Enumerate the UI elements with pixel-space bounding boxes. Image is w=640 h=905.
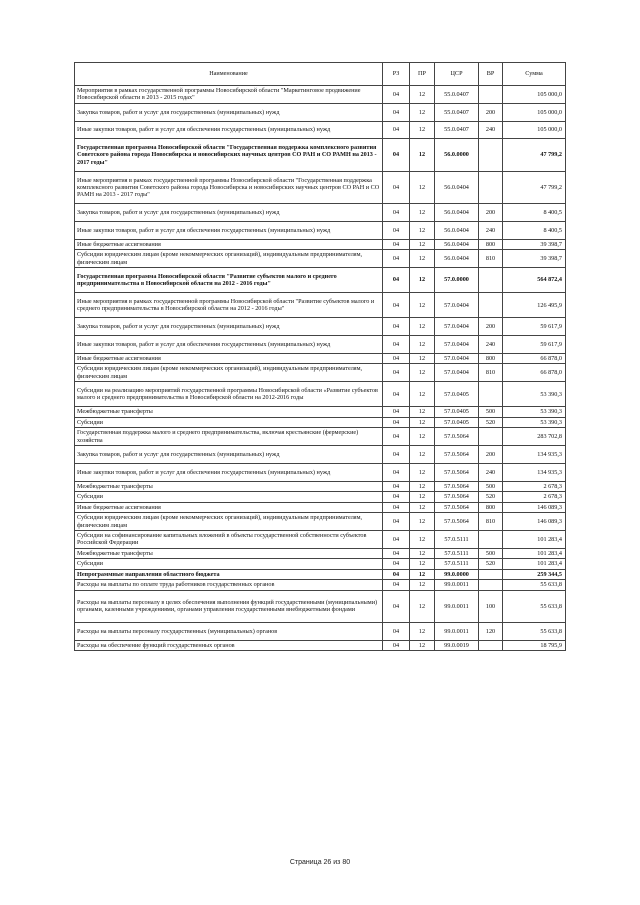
cell-vr: 800 bbox=[479, 353, 503, 364]
cell-pr: 12 bbox=[410, 239, 435, 250]
cell-rz: 04 bbox=[383, 268, 410, 293]
table-row bbox=[75, 446, 566, 464]
cell-sum: 105 000,0 bbox=[503, 103, 566, 121]
cell-pr: 12 bbox=[410, 121, 435, 139]
table-row bbox=[75, 407, 566, 418]
table-row bbox=[75, 250, 566, 268]
cell-name: Субсидии bbox=[75, 417, 383, 428]
page-number: Страница 26 из 80 bbox=[289, 859, 351, 866]
cell-rz: 04 bbox=[383, 86, 410, 104]
cell-csr: 56.0.0404 bbox=[435, 239, 479, 250]
cell-rz: 04 bbox=[383, 513, 410, 531]
cell-rz: 04 bbox=[383, 502, 410, 513]
cell-rz: 04 bbox=[383, 463, 410, 481]
cell-sum: 101 283,4 bbox=[503, 530, 566, 548]
table-row bbox=[75, 569, 566, 580]
cell-csr: 57.0.5064 bbox=[435, 513, 479, 531]
cell-pr: 12 bbox=[410, 463, 435, 481]
cell-vr: 500 bbox=[479, 548, 503, 559]
cell-sum: 564 872,4 bbox=[503, 268, 566, 293]
table-row bbox=[75, 640, 566, 651]
cell-name: Субсидии юридическим лицам (кроме некоммерческих организаций), индивидуальным предпринимателям, физическим лицам bbox=[75, 364, 383, 382]
table-row bbox=[75, 86, 566, 104]
cell-rz: 04 bbox=[383, 382, 410, 407]
cell-csr: 57.0.5111 bbox=[435, 548, 479, 559]
table-row bbox=[75, 139, 566, 171]
table-row bbox=[75, 580, 566, 591]
cell-vr: 120 bbox=[479, 623, 503, 641]
cell-rz: 04 bbox=[383, 417, 410, 428]
cell-pr: 12 bbox=[410, 446, 435, 464]
table-row bbox=[75, 548, 566, 559]
table-row bbox=[75, 221, 566, 239]
cell-vr: 810 bbox=[479, 364, 503, 382]
cell-vr bbox=[479, 580, 503, 591]
cell-name: Иные мероприятия в рамках государственной программы Новосибирской области "Развитие субъектов малого и среднего предпринимательства в Новосибирской области на 2012 - 2016 годы" bbox=[75, 293, 383, 318]
cell-rz: 04 bbox=[383, 204, 410, 222]
cell-csr: 55.0.0407 bbox=[435, 121, 479, 139]
cell-pr: 12 bbox=[410, 204, 435, 222]
cell-name: Иные закупки товаров, работ и услуг для обеспечения государственных (муниципальных) нужд bbox=[75, 221, 383, 239]
cell-name: Иные мероприятия в рамках государственной программы Новосибирской области "Государственная поддержка комплексного развития Советского района города Новосибирска и новосибирских научных центров СО РАН и СО РАМН на 2013 - 2017 годы" bbox=[75, 171, 383, 203]
cell-csr: 57.0.0404 bbox=[435, 336, 479, 354]
cell-rz: 04 bbox=[383, 336, 410, 354]
cell-pr: 12 bbox=[410, 336, 435, 354]
cell-csr: 57.0.0405 bbox=[435, 417, 479, 428]
cell-name: Расходы на выплаты персоналу в целях обеспечения выполнения функций государственными (муниципальными) органами, казенными учреждениями, органами управления государственными внебюджетными фондами bbox=[75, 590, 383, 622]
table-row bbox=[75, 103, 566, 121]
cell-rz: 04 bbox=[383, 221, 410, 239]
table-row bbox=[75, 336, 566, 354]
cell-pr: 12 bbox=[410, 382, 435, 407]
cell-vr: 240 bbox=[479, 221, 503, 239]
header-pr: ПР bbox=[410, 63, 435, 86]
cell-vr: 200 bbox=[479, 318, 503, 336]
cell-name: Иные закупки товаров, работ и услуг для обеспечения государственных (муниципальных) нужд bbox=[75, 463, 383, 481]
cell-pr: 12 bbox=[410, 268, 435, 293]
cell-csr: 99.0.0000 bbox=[435, 569, 479, 580]
cell-name: Субсидии юридическим лицам (кроме некоммерческих организаций), индивидуальным предпринимателям, физическим лицам bbox=[75, 250, 383, 268]
cell-sum: 283 702,8 bbox=[503, 428, 566, 446]
cell-sum: 39 398,7 bbox=[503, 239, 566, 250]
cell-pr: 12 bbox=[410, 640, 435, 651]
cell-pr: 12 bbox=[410, 353, 435, 364]
cell-name: Субсидии на реализацию мероприятий государственной программы Новосибирской области «Развитие субъектов малого и среднего предпринимательства в Новосибирской области на 2012-2016 годы bbox=[75, 382, 383, 407]
cell-rz: 04 bbox=[383, 139, 410, 171]
cell-pr: 12 bbox=[410, 428, 435, 446]
table-header-row bbox=[75, 63, 566, 86]
cell-rz: 04 bbox=[383, 353, 410, 364]
cell-name: Расходы на выплаты по оплате труда работников государственных органов bbox=[75, 580, 383, 591]
table-row bbox=[75, 268, 566, 293]
cell-sum: 101 283,4 bbox=[503, 548, 566, 559]
cell-sum: 53 390,3 bbox=[503, 407, 566, 418]
cell-pr: 12 bbox=[410, 481, 435, 492]
cell-sum: 53 390,3 bbox=[503, 417, 566, 428]
cell-pr: 12 bbox=[410, 513, 435, 531]
cell-csr: 57.0.0404 bbox=[435, 364, 479, 382]
cell-rz: 04 bbox=[383, 548, 410, 559]
table-row bbox=[75, 492, 566, 503]
cell-sum: 134 935,3 bbox=[503, 446, 566, 464]
cell-vr: 800 bbox=[479, 502, 503, 513]
cell-csr: 57.0.0405 bbox=[435, 382, 479, 407]
cell-name: Иные закупки товаров, работ и услуг для обеспечения государственных (муниципальных) нужд bbox=[75, 336, 383, 354]
cell-rz: 04 bbox=[383, 428, 410, 446]
cell-pr: 12 bbox=[410, 407, 435, 418]
cell-name: Иные бюджетные ассигнования bbox=[75, 239, 383, 250]
header-name: Наименование bbox=[75, 63, 383, 86]
cell-name: Субсидии bbox=[75, 559, 383, 570]
cell-csr: 57.0.5064 bbox=[435, 502, 479, 513]
cell-pr: 12 bbox=[410, 221, 435, 239]
cell-pr: 12 bbox=[410, 171, 435, 203]
cell-vr bbox=[479, 171, 503, 203]
cell-name: Расходы на обеспечение функций государственных органов bbox=[75, 640, 383, 651]
cell-vr bbox=[479, 569, 503, 580]
cell-sum: 55 633,8 bbox=[503, 580, 566, 591]
cell-csr: 99.0.0019 bbox=[435, 640, 479, 651]
cell-pr: 12 bbox=[410, 318, 435, 336]
cell-sum: 55 633,8 bbox=[503, 623, 566, 641]
cell-sum: 2 678,3 bbox=[503, 492, 566, 503]
table-row bbox=[75, 121, 566, 139]
table-row bbox=[75, 513, 566, 531]
cell-rz: 04 bbox=[383, 171, 410, 203]
cell-csr: 56.0.0404 bbox=[435, 250, 479, 268]
cell-sum: 101 283,4 bbox=[503, 559, 566, 570]
cell-vr: 200 bbox=[479, 204, 503, 222]
cell-pr: 12 bbox=[410, 502, 435, 513]
cell-csr: 99.0.0011 bbox=[435, 590, 479, 622]
cell-sum: 47 799,2 bbox=[503, 171, 566, 203]
cell-vr bbox=[479, 293, 503, 318]
cell-csr: 57.0.5064 bbox=[435, 446, 479, 464]
cell-sum: 59 617,9 bbox=[503, 336, 566, 354]
cell-vr bbox=[479, 86, 503, 104]
cell-rz: 04 bbox=[383, 121, 410, 139]
cell-name: Межбюджетные трансферты bbox=[75, 481, 383, 492]
cell-pr: 12 bbox=[410, 580, 435, 591]
cell-name: Иные бюджетные ассигнования bbox=[75, 353, 383, 364]
cell-name: Иные закупки товаров, работ и услуг для обеспечения государственных (муниципальных) нужд bbox=[75, 121, 383, 139]
cell-csr: 57.0.5111 bbox=[435, 559, 479, 570]
cell-vr: 240 bbox=[479, 463, 503, 481]
cell-vr: 810 bbox=[479, 250, 503, 268]
table-row bbox=[75, 239, 566, 250]
cell-vr bbox=[479, 428, 503, 446]
cell-csr: 57.0.0405 bbox=[435, 407, 479, 418]
header-csr: ЦСР bbox=[435, 63, 479, 86]
cell-sum: 146 089,3 bbox=[503, 502, 566, 513]
cell-vr: 200 bbox=[479, 103, 503, 121]
cell-pr: 12 bbox=[410, 623, 435, 641]
cell-rz: 04 bbox=[383, 407, 410, 418]
cell-name: Субсидии юридическим лицам (кроме некоммерческих организаций), индивидуальным предпринимателям, физическим лицам bbox=[75, 513, 383, 531]
cell-sum: 66 878,0 bbox=[503, 353, 566, 364]
cell-vr: 810 bbox=[479, 513, 503, 531]
cell-rz: 04 bbox=[383, 580, 410, 591]
cell-vr: 520 bbox=[479, 417, 503, 428]
cell-name: Закупка товаров, работ и услуг для государственных (муниципальных) нужд bbox=[75, 318, 383, 336]
table-row bbox=[75, 318, 566, 336]
cell-rz: 04 bbox=[383, 569, 410, 580]
cell-vr: 500 bbox=[479, 407, 503, 418]
cell-rz: 04 bbox=[383, 250, 410, 268]
cell-name: Иные бюджетные ассигнования bbox=[75, 502, 383, 513]
cell-name: Закупка товаров, работ и услуг для государственных (муниципальных) нужд bbox=[75, 446, 383, 464]
cell-name: Межбюджетные трансферты bbox=[75, 407, 383, 418]
cell-sum: 146 089,3 bbox=[503, 513, 566, 531]
cell-csr: 57.0.0404 bbox=[435, 293, 479, 318]
cell-name: Субсидии на софинансирование капитальных вложений в объекты государственной собственности субъектов Российской Федерации bbox=[75, 530, 383, 548]
table-row bbox=[75, 623, 566, 641]
cell-csr: 57.0.0404 bbox=[435, 353, 479, 364]
cell-rz: 04 bbox=[383, 530, 410, 548]
cell-rz: 04 bbox=[383, 239, 410, 250]
cell-vr: 240 bbox=[479, 336, 503, 354]
cell-csr: 57.0.5064 bbox=[435, 492, 479, 503]
cell-pr: 12 bbox=[410, 139, 435, 171]
cell-name: Межбюджетные трансферты bbox=[75, 548, 383, 559]
cell-csr: 57.0.5064 bbox=[435, 428, 479, 446]
cell-csr: 99.0.0011 bbox=[435, 580, 479, 591]
cell-csr: 56.0.0404 bbox=[435, 204, 479, 222]
cell-vr: 500 bbox=[479, 481, 503, 492]
cell-rz: 04 bbox=[383, 364, 410, 382]
cell-sum: 39 398,7 bbox=[503, 250, 566, 268]
cell-rz: 04 bbox=[383, 293, 410, 318]
cell-vr: 200 bbox=[479, 446, 503, 464]
cell-sum: 8 400,5 bbox=[503, 204, 566, 222]
table-row bbox=[75, 204, 566, 222]
table-row bbox=[75, 382, 566, 407]
table-row bbox=[75, 353, 566, 364]
cell-name: Государственная программа Новосибирской области "Развитие субъектов малого и среднего предпринимательства в Новосибирской области на 2012 - 2016 годы" bbox=[75, 268, 383, 293]
table-row bbox=[75, 428, 566, 446]
cell-name: Государственная поддержка малого и среднего предпринимательства, включая крестьянские (фермерские) хозяйства bbox=[75, 428, 383, 446]
table-body bbox=[75, 86, 566, 651]
cell-csr: 57.0.5064 bbox=[435, 463, 479, 481]
cell-csr: 57.0.0000 bbox=[435, 268, 479, 293]
cell-pr: 12 bbox=[410, 559, 435, 570]
cell-csr: 99.0.0011 bbox=[435, 623, 479, 641]
table-row bbox=[75, 502, 566, 513]
cell-sum: 59 617,9 bbox=[503, 318, 566, 336]
cell-sum: 8 400,5 bbox=[503, 221, 566, 239]
cell-rz: 04 bbox=[383, 446, 410, 464]
cell-name: Мероприятия в рамках государственной программы Новосибирской области "Маркетинговое продвижение Новосибирской области в 2013 - 2015 годах" bbox=[75, 86, 383, 104]
cell-sum: 2 678,3 bbox=[503, 481, 566, 492]
cell-csr: 55.0.0407 bbox=[435, 103, 479, 121]
table-row bbox=[75, 417, 566, 428]
cell-csr: 57.0.5111 bbox=[435, 530, 479, 548]
cell-pr: 12 bbox=[410, 530, 435, 548]
cell-name: Непрограммные направления областного бюджета bbox=[75, 569, 383, 580]
cell-csr: 55.0.0407 bbox=[435, 86, 479, 104]
cell-vr: 240 bbox=[479, 121, 503, 139]
cell-pr: 12 bbox=[410, 417, 435, 428]
cell-pr: 12 bbox=[410, 250, 435, 268]
header-sum: Сумма bbox=[503, 63, 566, 86]
cell-csr: 57.0.0404 bbox=[435, 318, 479, 336]
cell-sum: 18 795,9 bbox=[503, 640, 566, 651]
table-row bbox=[75, 590, 566, 622]
cell-rz: 04 bbox=[383, 590, 410, 622]
cell-sum: 66 878,0 bbox=[503, 364, 566, 382]
cell-vr: 520 bbox=[479, 559, 503, 570]
budget-table bbox=[74, 62, 566, 651]
cell-rz: 04 bbox=[383, 492, 410, 503]
table-row bbox=[75, 364, 566, 382]
cell-rz: 04 bbox=[383, 481, 410, 492]
header-vr: ВР bbox=[479, 63, 503, 86]
cell-sum: 259 344,5 bbox=[503, 569, 566, 580]
cell-vr: 100 bbox=[479, 590, 503, 622]
cell-csr: 56.0.0404 bbox=[435, 221, 479, 239]
cell-rz: 04 bbox=[383, 318, 410, 336]
cell-vr bbox=[479, 139, 503, 171]
table-row bbox=[75, 559, 566, 570]
cell-csr: 57.0.5064 bbox=[435, 481, 479, 492]
cell-sum: 55 633,8 bbox=[503, 590, 566, 622]
cell-pr: 12 bbox=[410, 364, 435, 382]
cell-pr: 12 bbox=[410, 569, 435, 580]
cell-pr: 12 bbox=[410, 103, 435, 121]
table-row bbox=[75, 530, 566, 548]
table-row bbox=[75, 171, 566, 203]
cell-vr bbox=[479, 640, 503, 651]
cell-name: Субсидии bbox=[75, 492, 383, 503]
cell-rz: 04 bbox=[383, 559, 410, 570]
cell-rz: 04 bbox=[383, 623, 410, 641]
cell-sum: 47 799,2 bbox=[503, 139, 566, 171]
cell-vr bbox=[479, 268, 503, 293]
cell-rz: 04 bbox=[383, 640, 410, 651]
table-row bbox=[75, 481, 566, 492]
cell-vr: 520 bbox=[479, 492, 503, 503]
cell-vr bbox=[479, 382, 503, 407]
cell-sum: 105 000,0 bbox=[503, 86, 566, 104]
cell-sum: 134 935,3 bbox=[503, 463, 566, 481]
header-rz: РЗ bbox=[383, 63, 410, 86]
cell-vr: 800 bbox=[479, 239, 503, 250]
cell-pr: 12 bbox=[410, 293, 435, 318]
cell-sum: 53 390,3 bbox=[503, 382, 566, 407]
cell-sum: 126 495,9 bbox=[503, 293, 566, 318]
cell-vr bbox=[479, 530, 503, 548]
cell-pr: 12 bbox=[410, 548, 435, 559]
cell-name: Закупка товаров, работ и услуг для государственных (муниципальных) нужд bbox=[75, 204, 383, 222]
cell-name: Расходы на выплаты персоналу государственных (муниципальных) органов bbox=[75, 623, 383, 641]
cell-name: Государственная программа Новосибирской области "Государственная поддержка комплексного развития Советского района города Новосибирска и новосибирских научных центров СО РАН и СО РАМН на 2013 - 2017 годы" bbox=[75, 139, 383, 171]
cell-pr: 12 bbox=[410, 590, 435, 622]
cell-csr: 56.0.0404 bbox=[435, 171, 479, 203]
cell-pr: 12 bbox=[410, 492, 435, 503]
table-row bbox=[75, 463, 566, 481]
table-row bbox=[75, 293, 566, 318]
cell-pr: 12 bbox=[410, 86, 435, 104]
cell-name: Закупка товаров, работ и услуг для государственных (муниципальных) нужд bbox=[75, 103, 383, 121]
cell-rz: 04 bbox=[383, 103, 410, 121]
cell-csr: 56.0.0000 bbox=[435, 139, 479, 171]
cell-sum: 105 000,0 bbox=[503, 121, 566, 139]
